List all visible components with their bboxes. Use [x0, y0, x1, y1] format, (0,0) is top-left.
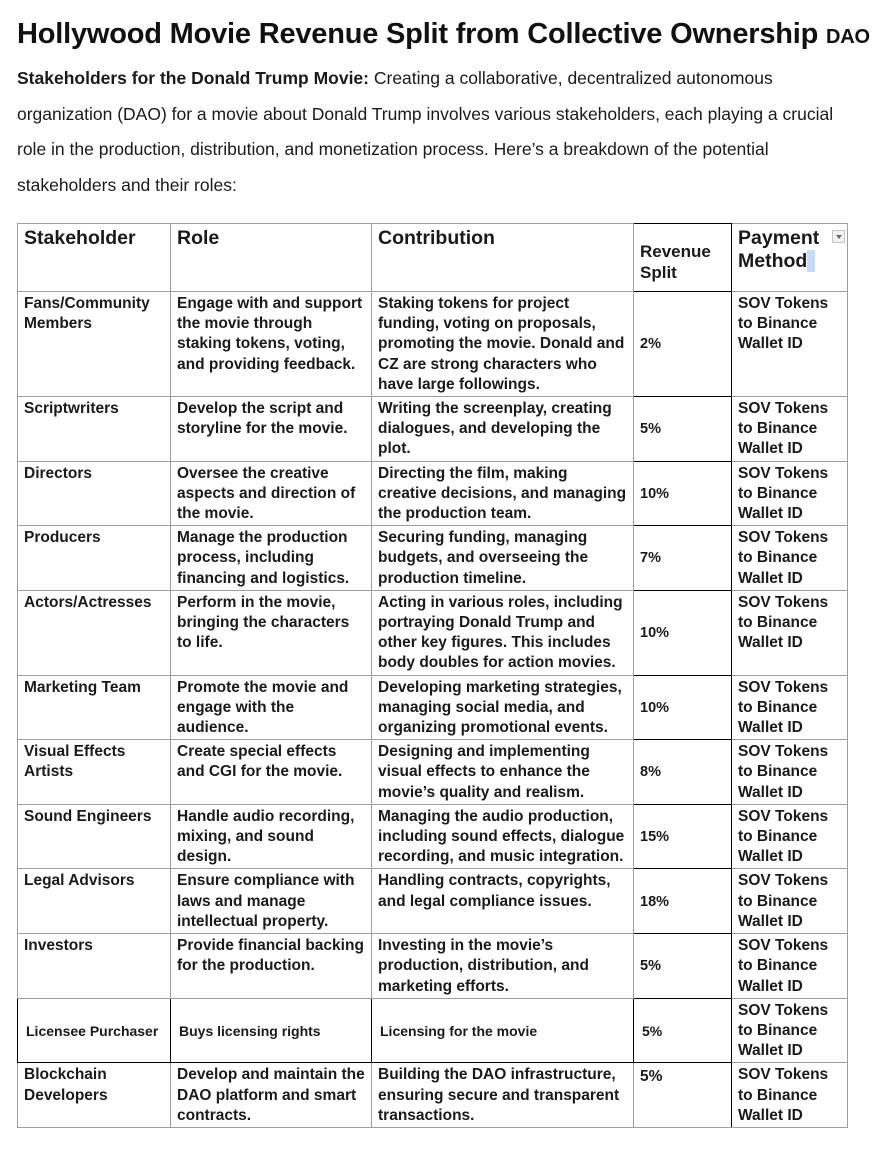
cell-contribution[interactable]: Building the DAO infrastructure, ensuring secure and transparent transactions. [372, 1063, 634, 1128]
cell-role[interactable]: Create special effects and CGI for the movie. [171, 740, 372, 805]
cell-contribution[interactable]: Acting in various roles, including portraying Donald Trump and other key figures. This includes body doubles for action movies. [372, 590, 634, 675]
document-title [17, 14, 876, 57]
cell-role[interactable]: Promote the movie and engage with the audience. [171, 675, 372, 740]
dropdown-arrow-icon[interactable] [832, 230, 845, 243]
table-row [18, 934, 848, 999]
table-row [18, 526, 848, 591]
cell-revenue-split[interactable]: 10% [634, 675, 732, 740]
cell-stakeholder[interactable]: Sound Engineers [18, 804, 171, 869]
cell-role[interactable]: Develop and maintain the DAO platform and smart contracts. [171, 1063, 372, 1128]
cell-contribution[interactable]: Directing the film, making creative decisions, and managing the production team. [372, 461, 634, 526]
table-row [18, 740, 848, 805]
cell-stakeholder[interactable]: Legal Advisors [18, 869, 171, 934]
cell-stakeholder[interactable]: Producers [18, 526, 171, 591]
cell-payment-method[interactable]: SOV Tokens to Binance Wallet ID [732, 292, 848, 397]
cell-contribution[interactable]: Developing marketing strategies, managing social media, and organizing promotional events. [372, 675, 634, 740]
cell-revenue-split[interactable]: 2% [634, 292, 732, 397]
cell-contribution[interactable]: Investing in the movie’s production, distribution, and marketing efforts. [372, 934, 634, 999]
table-row [18, 998, 848, 1063]
cell-payment-method[interactable]: SOV Tokens to Binance Wallet ID [732, 675, 848, 740]
cell-role[interactable]: Provide financial backing for the production. [171, 934, 372, 999]
cell-contribution[interactable]: Designing and implementing visual effects to enhance the movie’s quality and realism. [372, 740, 634, 805]
intro-text: Creating a collaborative, decentralized autonomous organization (DAO) for a movie about Donald Trump involves various stakeholders, each playing a crucial role in the production, distribution, and monetization process. Here’s a breakdown of the potential stakeholders and their roles: [17, 68, 834, 195]
header-revenue-split[interactable]: Revenue Split [634, 224, 732, 292]
cell-payment-method[interactable]: SOV Tokens to Binance Wallet ID [732, 804, 848, 869]
cell-revenue-split[interactable]: 15% [634, 804, 732, 869]
cell-payment-method[interactable]: SOV Tokens to Binance Wallet ID [732, 397, 848, 462]
title-suffix: DAO [826, 26, 870, 48]
cell-contribution[interactable]: Securing funding, managing budgets, and overseeing the production timeline. [372, 526, 634, 591]
header-contribution[interactable]: Contribution [372, 224, 634, 292]
header-payment-method[interactable] [732, 224, 848, 292]
header-stakeholder[interactable]: Stakeholder [18, 224, 171, 292]
cell-revenue-split[interactable]: 5% [634, 1063, 732, 1128]
table-row [18, 675, 848, 740]
cell-stakeholder[interactable]: Visual Effects Artists [18, 740, 171, 805]
stakeholder-table [17, 223, 848, 1128]
cell-stakeholder[interactable]: Actors/Actresses [18, 590, 171, 675]
intro-bold-lead: Stakeholders for the Donald Trump Movie: [17, 68, 369, 88]
cell-payment-method[interactable]: SOV Tokens to Binance Wallet ID [732, 461, 848, 526]
table-row [18, 292, 848, 397]
cell-contribution[interactable]: Staking tokens for project funding, voting on proposals, promoting the movie. Donald and CZ are strong characters who have large followings. [372, 292, 634, 397]
table-row [18, 804, 848, 869]
cell-stakeholder[interactable]: Scriptwriters [18, 397, 171, 462]
cell-contribution[interactable]: Managing the audio production, including sound effects, dialogue recording, and music integration. [372, 804, 634, 869]
cell-role[interactable]: Buys licensing rights [171, 998, 372, 1063]
cell-payment-method[interactable]: SOV Tokens to Binance Wallet ID [732, 590, 848, 675]
table-row [18, 869, 848, 934]
document-page [0, 0, 876, 203]
table-row [18, 1063, 848, 1128]
cell-revenue-split[interactable]: 10% [634, 590, 732, 675]
cell-revenue-split[interactable]: 5% [634, 934, 732, 999]
cell-payment-method[interactable]: SOV Tokens to Binance Wallet ID [732, 869, 848, 934]
cell-role[interactable]: Ensure compliance with laws and manage intellectual property. [171, 869, 372, 934]
cell-revenue-split[interactable]: 7% [634, 526, 732, 591]
cell-payment-method[interactable]: SOV Tokens to Binance Wallet ID [732, 934, 848, 999]
cell-stakeholder[interactable]: Marketing Team [18, 675, 171, 740]
cell-role[interactable]: Handle audio recording, mixing, and sound design. [171, 804, 372, 869]
table-row [18, 590, 848, 675]
cell-revenue-split[interactable]: 8% [634, 740, 732, 805]
cell-role[interactable]: Manage the production process, including financing and logistics. [171, 526, 372, 591]
cell-stakeholder[interactable]: Blockchain Developers [18, 1063, 171, 1128]
cell-revenue-split[interactable]: 5% [634, 998, 732, 1063]
table-row [18, 461, 848, 526]
cell-stakeholder[interactable]: Licensee Purchaser [18, 998, 171, 1063]
cell-role[interactable]: Engage with and support the movie through staking tokens, voting, and providing feedback. [171, 292, 372, 397]
cell-payment-method[interactable]: SOV Tokens to Binance Wallet ID [732, 1063, 848, 1128]
title-text: Hollywood Movie Revenue Split from Collective Ownership [17, 18, 819, 50]
text-selection-highlight [807, 250, 815, 272]
cell-payment-method[interactable]: SOV Tokens to Binance Wallet ID [732, 526, 848, 591]
cell-contribution[interactable]: Handling contracts, copyrights, and legal compliance issues. [372, 869, 634, 934]
cell-payment-method[interactable]: SOV Tokens to Binance Wallet ID [732, 998, 848, 1063]
cell-revenue-split[interactable]: 10% [634, 461, 732, 526]
table-header-row [18, 224, 848, 292]
cell-revenue-split[interactable]: 18% [634, 869, 732, 934]
cell-role[interactable]: Oversee the creative aspects and direction of the movie. [171, 461, 372, 526]
cell-stakeholder[interactable]: Investors [18, 934, 171, 999]
header-payment-method-label: Payment Method [738, 227, 820, 272]
cell-stakeholder[interactable]: Fans/Community Members [18, 292, 171, 397]
cell-payment-method[interactable]: SOV Tokens to Binance Wallet ID [732, 740, 848, 805]
intro-paragraph [17, 61, 857, 203]
cell-stakeholder[interactable]: Directors [18, 461, 171, 526]
header-role[interactable]: Role [171, 224, 372, 292]
cell-role[interactable]: Develop the script and storyline for the movie. [171, 397, 372, 462]
cell-contribution[interactable]: Licensing for the movie [372, 998, 634, 1063]
cell-revenue-split[interactable]: 5% [634, 397, 732, 462]
cell-role[interactable]: Perform in the movie, bringing the characters to life. [171, 590, 372, 675]
table-row [18, 397, 848, 462]
cell-contribution[interactable]: Writing the screenplay, creating dialogues, and developing the plot. [372, 397, 634, 462]
